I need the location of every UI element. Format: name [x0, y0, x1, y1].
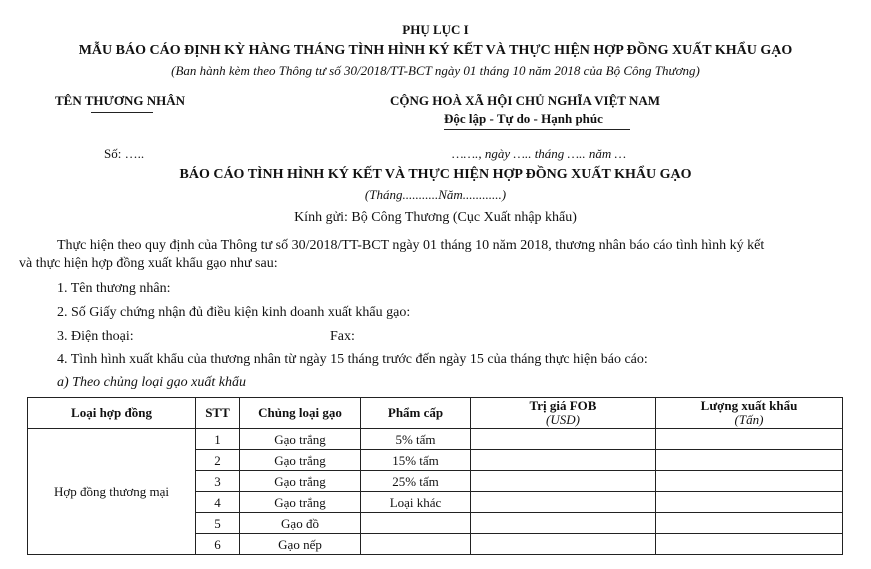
item-trader-name: 1. Tên thương nhân: — [57, 281, 171, 296]
contract-group-cell: Hợp đồng thương mại — [28, 429, 196, 555]
row-grade: 25% tấm — [361, 471, 471, 492]
row-grade — [361, 534, 471, 555]
nation-heading: CỘNG HOÀ XÃ HỘI CHỦ NGHĨA VIỆT NAM — [390, 93, 661, 108]
header-volume — [656, 398, 843, 429]
header-volume-unit: (Tấn) — [734, 412, 764, 427]
header-volume-label: Lượng xuất khẩu — [700, 398, 798, 413]
row-grade: 15% tấm — [361, 450, 471, 471]
motto: Độc lập - Tự do - Hạnh phúc — [444, 111, 603, 126]
row-volume-value[interactable] — [656, 429, 843, 450]
issued-by-note: (Ban hành kèm theo Thông tư số 30/2018/TT-BCT ngày 01 tháng 10 năm 2018 của Bộ Công Thương) — [171, 63, 700, 78]
row-rice-type: Gạo trắng — [240, 471, 361, 492]
row-fob-value[interactable] — [471, 492, 656, 513]
date-line: ……., ngày ….. tháng ….. năm … — [452, 146, 627, 161]
row-stt: 6 — [196, 534, 240, 555]
header-stt: STT — [196, 398, 240, 429]
row-grade: Loại khác — [361, 492, 471, 513]
item-certificate: 2. Số Giấy chứng nhận đủ điều kiện kinh doanh xuất khẩu gạo: — [57, 305, 411, 320]
row-stt: 2 — [196, 450, 240, 471]
header-fob-unit: (USD) — [546, 412, 580, 427]
row-fob-value[interactable] — [471, 534, 656, 555]
item-phone: 3. Điện thoại: — [57, 329, 134, 344]
intro-line-2: và thực hiện hợp đồng xuất khẩu gạo như sau: — [19, 256, 278, 271]
row-stt: 4 — [196, 492, 240, 513]
header-contract-type: Loại hợp đồng — [28, 398, 196, 429]
report-period: (Tháng...........Năm............) — [364, 187, 507, 202]
header-rice-type: Chủng loại gạo — [240, 398, 361, 429]
item-fax: Fax: — [330, 329, 355, 344]
row-stt: 3 — [196, 471, 240, 492]
appendix-title: PHỤ LỤC I — [402, 22, 469, 37]
row-volume-value[interactable] — [656, 492, 843, 513]
section-a-heading: a) Theo chủng loại gạo xuất khẩu — [57, 375, 246, 390]
row-rice-type: Gạo trắng — [240, 492, 361, 513]
row-stt: 5 — [196, 513, 240, 534]
row-grade: 5% tấm — [361, 429, 471, 450]
intro-line-1: Thực hiện theo quy định của Thông tư số 30/2018/TT-BCT ngày 01 tháng 10 năm 2018, thương nhân báo cáo tình hình ký kết — [57, 238, 765, 253]
row-volume-value[interactable] — [656, 534, 843, 555]
item-export-status: 4. Tình hình xuất khẩu của thương nhân từ ngày 15 tháng trước đến ngày 15 của tháng thực hiện báo cáo: — [57, 352, 648, 367]
header-fob-label: Trị giá FOB — [529, 398, 597, 413]
motto-underline — [444, 129, 630, 130]
addressee: Kính gửi: Bộ Công Thương (Cục Xuất nhập khẩu) — [294, 210, 577, 225]
row-fob-value[interactable] — [471, 450, 656, 471]
row-stt: 1 — [196, 429, 240, 450]
row-rice-type: Gạo nếp — [240, 534, 361, 555]
row-volume-value[interactable] — [656, 513, 843, 534]
row-rice-type: Gạo trắng — [240, 429, 361, 450]
header-fob — [471, 398, 656, 429]
row-fob-value[interactable] — [471, 429, 656, 450]
row-fob-value[interactable] — [471, 471, 656, 492]
trader-underline — [91, 112, 153, 113]
trader-name-heading: TÊN THƯƠNG NHÂN — [55, 93, 186, 108]
row-volume-value[interactable] — [656, 450, 843, 471]
form-title: MẪU BÁO CÁO ĐỊNH KỲ HÀNG THÁNG TÌNH HÌNH KÝ KẾT VÀ THỰC HIỆN HỢP ĐỒNG XUẤT KHẨU GẠO — [78, 43, 793, 58]
row-grade — [361, 513, 471, 534]
row-rice-type: Gạo trắng — [240, 450, 361, 471]
row-volume-value[interactable] — [656, 471, 843, 492]
table-row — [28, 429, 843, 450]
table-header-row — [28, 398, 843, 429]
row-fob-value[interactable] — [471, 513, 656, 534]
export-report-table — [27, 397, 843, 555]
document-number: Số: ….. — [104, 146, 145, 161]
row-rice-type: Gạo đồ — [240, 513, 361, 534]
header-grade: Phẩm cấp — [361, 398, 471, 429]
report-title: BÁO CÁO TÌNH HÌNH KÝ KẾT VÀ THỰC HIỆN HỢP ĐỒNG XUẤT KHẨU GẠO — [179, 167, 692, 182]
